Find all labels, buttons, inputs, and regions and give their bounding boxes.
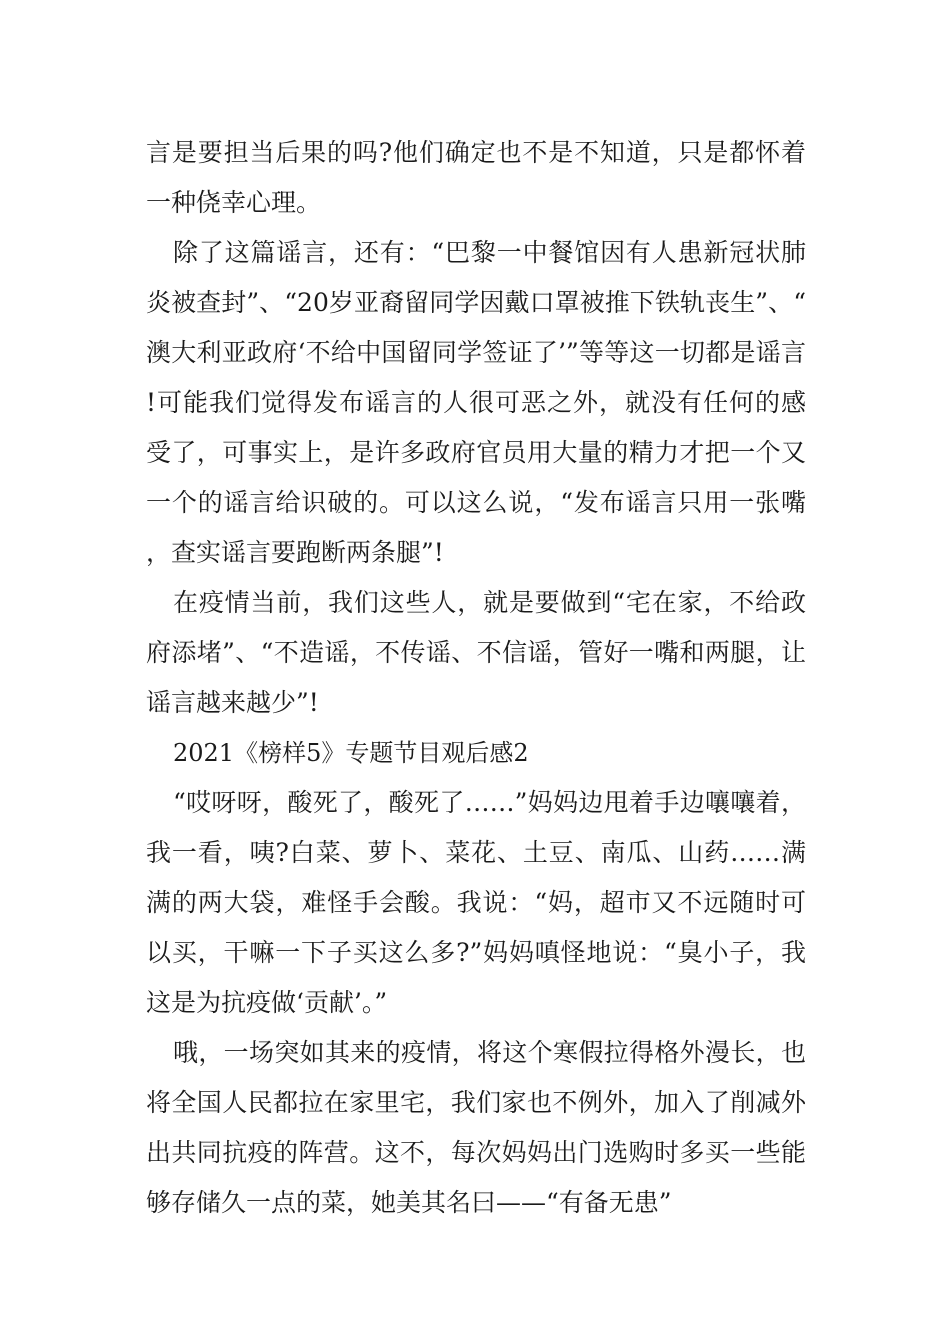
paragraph-mom-shopping: “哎呀呀，酸死了，酸死了……”妈妈边甩着手边嚷嚷着，我一看，咦?白菜、萝卜、菜花、土豆、南瓜、山药……满满的两大袋，难怪手会酸。我说：“妈，超市又不远随时可以买，干嘛一下子买这么多?”妈妈嗔怪地说：“臭小子，我这是为抗疫做‘贡献’。” xyxy=(146,788,806,1017)
section-heading: 2021《榜样5》专题节目观后感2 xyxy=(173,739,529,767)
paragraph-continuation: 言是要担当后果的吗?他们确定也不是不知道，只是都怀着一种侥幸心理。 xyxy=(146,138,806,217)
paragraph-epidemic: 哦，一场突如其来的疫情，将这个寒假拉得格外漫长，也将全国人民都拉在家里宅，我们家也不例外，加入了削减外出共同抗疫的阵营。这不，每次妈妈出门选购时多买一些能够存储久一点的菜，她美其名曰——“有备无患” xyxy=(146,1038,806,1217)
paragraph-stay-home: 在疫情当前，我们这些人，就是要做到“宅在家，不给政府添堵”、“不造谣，不传谣、不信谣，管好一嘴和两腿，让谣言越来越少”! xyxy=(146,588,806,717)
document-body xyxy=(146,128,806,1228)
paragraph-rumors: 除了这篇谣言，还有：“巴黎一中餐馆因有人患新冠状肺炎被查封”、“20岁亚裔留同学因戴口罩被推下铁轨丧生”、“澳大利亚政府‘不给中国留同学签证了’”等等这一切都是谣言!可能我们觉得发布谣言的人很可恶之外，就没有任何的感受了，可事实上，是许多政府官员用大量的精力才把一个又一个的谣言给识破的。可以这么说，“发布谣言只用一张嘴，查实谣言要跑断两条腿”! xyxy=(146,238,806,567)
